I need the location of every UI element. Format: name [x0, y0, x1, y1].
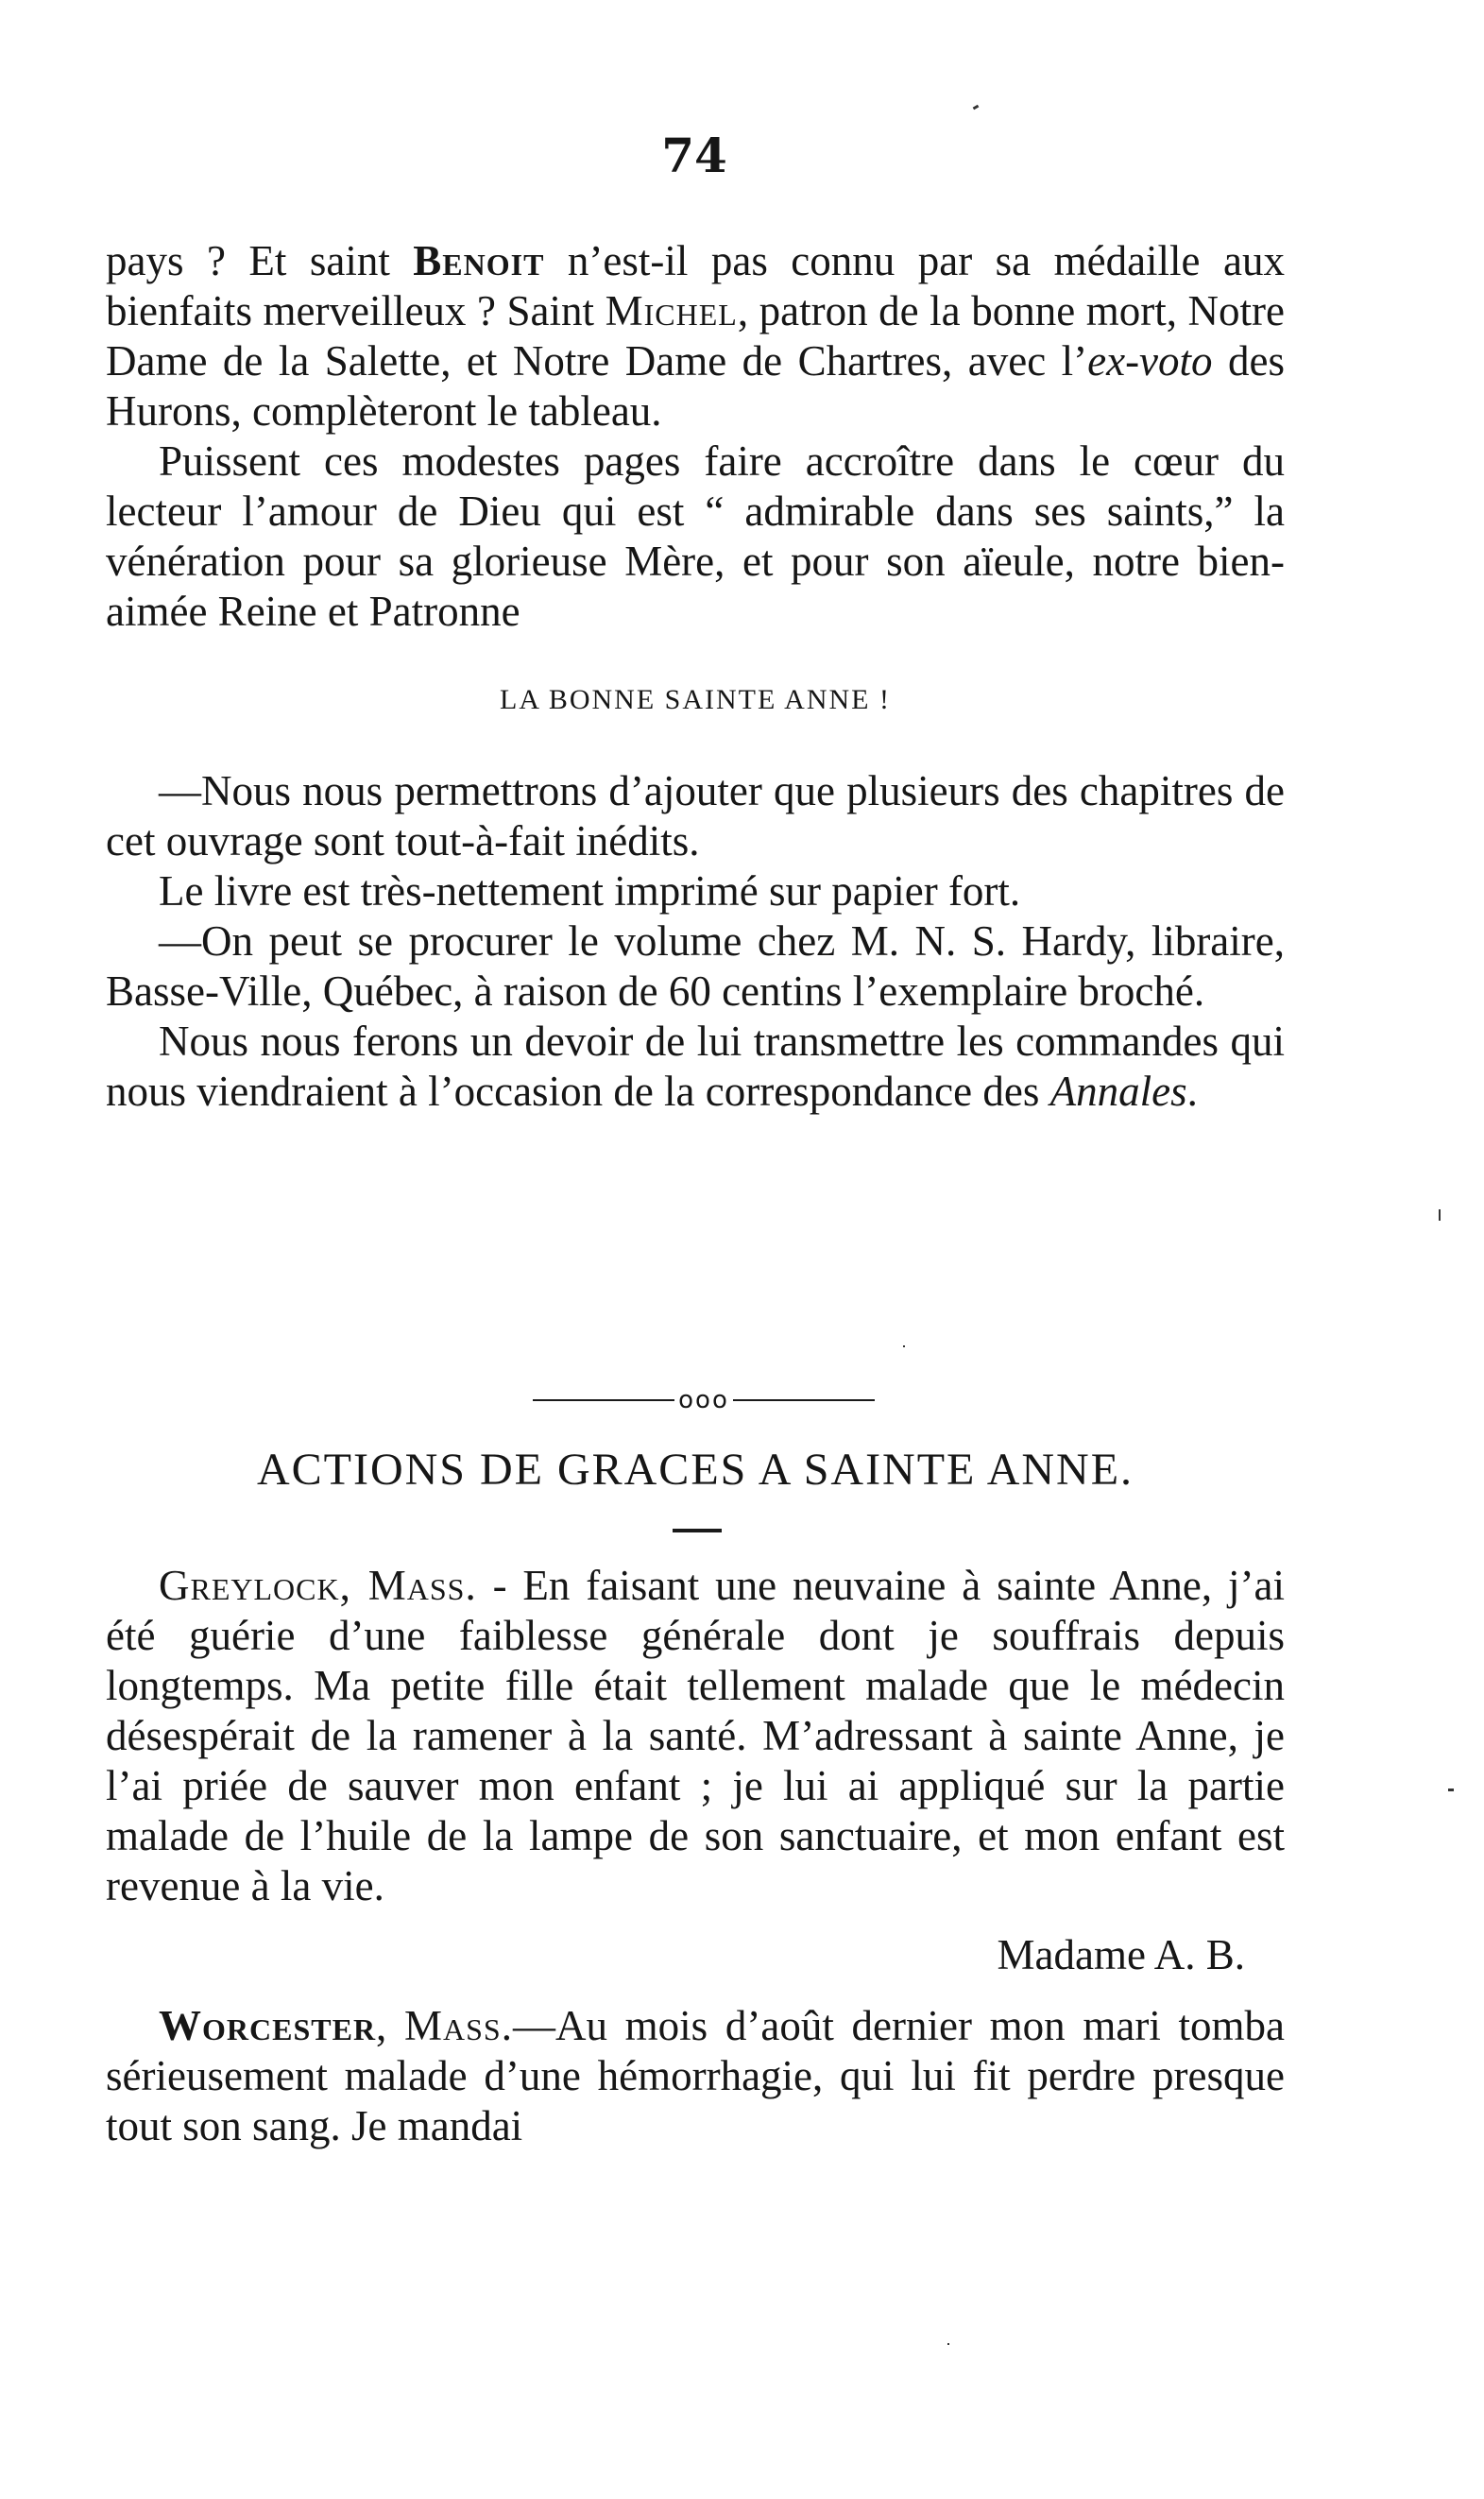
name-michel: Michel [605, 287, 738, 334]
print-speck [903, 1345, 905, 1347]
text-run: pays ? Et saint [106, 237, 414, 284]
signature-madame-ab: Madame A. B. [997, 1931, 1245, 1978]
text-run: , patron de la bonne mort, Notre Dame de la Salette, et Notre Dame de Chartres, avec l’ [106, 287, 1286, 385]
paragraph-purchase-note: —On peut se procurer le volume chez M. N. S. Hardy, libraire, Basse-Ville, Québec, à raison de 60 centins l’exemplaire broché. [106, 917, 1285, 1015]
section-divider [515, 1381, 893, 1419]
text-run: des Hurons, complèteront le tableau. [106, 337, 1285, 435]
place-greylock: Greylock, Mass. [159, 1562, 477, 1609]
place-state: Mass. [404, 2002, 513, 2049]
print-speck [1448, 1789, 1454, 1791]
place-worcester: Worcester [159, 2002, 377, 2049]
divider-rule-left [533, 1399, 674, 1401]
paragraph-wish: Puissent ces modestes pages faire accroître dans le cœur du lecteur l’amour de Dieu qui est “ admirable dans ses saints,” la vénération pour sa glorieuse Mère, et pour son aïeule, notre bien-aimée Reine et Patronne [106, 437, 1285, 635]
page-number: 74 [661, 128, 727, 183]
text-run: - En faisant une neuvaine à sainte Anne, j’ai été guérie d’une faiblesse générale dont je souffrais depuis longtemps. Ma petite fille était tellement malade que le médecin désespérait de la ramener à la santé. M’adressant à sainte Anne, je l’ai priée de sauver mon enfant ; je lui ai appliqué sur la partie malade de l’huile de la lampe de son sanctuaire, et mon enfant est revenue à la vie. [106, 1562, 1285, 1909]
name-benoit: Benoit [413, 237, 545, 284]
italic-ex-voto: ex-voto [1087, 337, 1213, 385]
text-run: , [376, 2002, 404, 2049]
exclamation-line: LA BONNE SAINTE ANNE ! [500, 684, 891, 715]
divider-rule-right [733, 1399, 875, 1401]
text-run: —Au mois d’août dernier mon mari tomba sérieusement malade d’une hémorrhagie, qui lui fit perdre presque tout son sang. Je mandai [106, 2002, 1285, 2149]
print-speck [1439, 1209, 1441, 1221]
print-speck [973, 105, 980, 111]
paragraph-chapters-note: —Nous nous permettrons d’ajouter que plusieurs des chapitres de cet ouvrage sont tout-à-fait inédits. [106, 767, 1285, 864]
divider-ornament: ooo [678, 1386, 729, 1414]
title-underline [673, 1529, 722, 1532]
text-run: Nous nous ferons un devoir de lui transmettre les commandes qui nous viendraient à l’occasion de la correspondance des [106, 1018, 1285, 1115]
entry-worcester [106, 2001, 1285, 2151]
text-run: n’est-il pas connu par sa médaille aux bienfaits merveilleux ? Saint [106, 237, 1285, 334]
entry-greylock [106, 1561, 1285, 1911]
paragraph-saints-list [106, 236, 1285, 436]
thanks-column [106, 1561, 1285, 2151]
paragraph-orders-note [106, 1017, 1285, 1117]
italic-annales: Annales [1049, 1068, 1187, 1115]
print-speck [947, 2343, 949, 2345]
intro-column [106, 236, 1285, 1117]
section-title: ACTIONS DE GRACES A SAINTE ANNE. [256, 1445, 1134, 1495]
paragraph-printing-note: Le livre est très-nettement imprimé sur papier fort. [159, 867, 1021, 915]
text-run: . [1186, 1068, 1198, 1115]
